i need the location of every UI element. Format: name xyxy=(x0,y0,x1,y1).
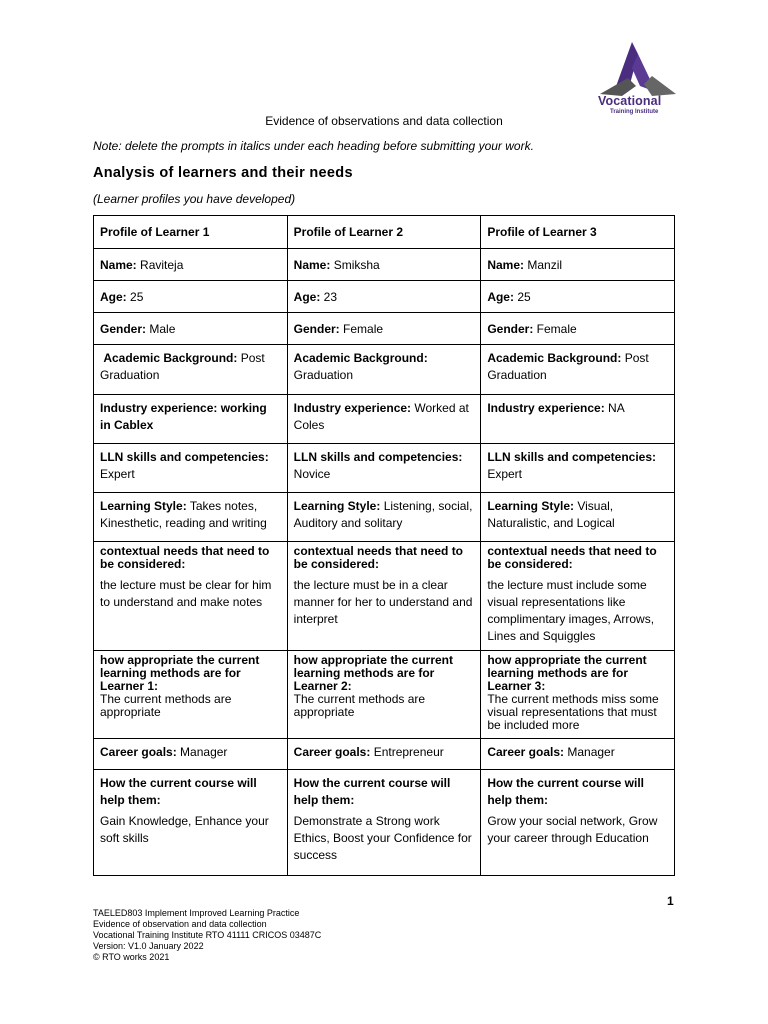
learner-profiles-table xyxy=(93,215,675,876)
table-cell xyxy=(287,739,481,770)
table-cell xyxy=(94,395,288,444)
field-value: Entrepreneur xyxy=(373,745,444,759)
field-label: contextual needs that need to be considered: xyxy=(100,544,270,571)
table-cell xyxy=(287,542,481,651)
field-label: contextual needs that need to be considered: xyxy=(487,544,657,571)
field-label: Learning Style: xyxy=(487,499,574,513)
field-label: LLN skills and competencies: xyxy=(100,450,269,464)
table-cell xyxy=(287,313,481,345)
table-cell xyxy=(287,345,481,395)
field-label: Academic Background: xyxy=(293,351,428,365)
field-value: The current methods are appropriate xyxy=(293,692,426,719)
table-cell xyxy=(94,651,288,739)
field-label: How the current course will help them: xyxy=(487,776,645,807)
footer-line: Evidence of observation and data collection xyxy=(93,919,267,929)
field-value: the lecture must include some visual representations like complimentary images, Arrows, Lines and Squiggles xyxy=(487,578,655,643)
field-value: Manager xyxy=(567,745,615,759)
table-cell xyxy=(481,493,675,542)
page-number: 1 xyxy=(667,894,674,908)
field-label: Age: xyxy=(100,290,127,304)
field-value: Manzil xyxy=(527,258,563,272)
field-value: Demonstrate a Strong work Ethics, Boost your Confidence for success xyxy=(293,814,472,862)
field-label: Gender: xyxy=(293,322,340,336)
table-cell xyxy=(94,345,288,395)
logo-subtitle: Training Institute xyxy=(610,109,659,115)
table-cell xyxy=(481,249,675,281)
field-label: how appropriate the current learning methods are for Learner 3: xyxy=(487,653,647,693)
field-label: how appropriate the current learning methods are for Learner 2: xyxy=(293,653,454,693)
field-label: contextual needs that need to be considered: xyxy=(293,544,464,571)
table-cell xyxy=(481,444,675,493)
field-label: Industry experience: working in Cablex xyxy=(100,401,267,432)
field-value: NA xyxy=(608,401,625,415)
field-label: Name: xyxy=(487,258,524,272)
table-cell xyxy=(481,345,675,395)
table-row xyxy=(94,281,675,313)
field-value: The current methods miss some visual representations that must be included more xyxy=(487,692,659,732)
field-label: Academic Background: xyxy=(487,351,622,365)
field-value: Novice xyxy=(293,467,331,481)
table-cell xyxy=(287,395,481,444)
table-row xyxy=(94,249,675,281)
table-cell xyxy=(481,651,675,739)
footer-line: Version: V1.0 January 2022 xyxy=(93,941,204,951)
footer xyxy=(93,908,321,963)
field-value: Female xyxy=(536,322,577,336)
table-cell xyxy=(481,395,675,444)
table-row xyxy=(94,395,675,444)
table-cell xyxy=(94,739,288,770)
field-label: Learning Style: xyxy=(293,499,381,513)
field-value: Graduation xyxy=(293,368,354,382)
field-label: How the current course will help them: xyxy=(293,776,451,807)
field-value: Takes notes, Kinesthetic, reading and writing xyxy=(100,499,267,530)
footer-line: Vocational Training Institute RTO 41111 CRICOS 03487C xyxy=(93,930,322,940)
table-row xyxy=(94,542,675,651)
document-title: Evidence of observations and data collection xyxy=(265,114,503,128)
field-value: Post Graduation xyxy=(100,351,265,382)
field-value: Worked at Coles xyxy=(293,401,469,432)
section-subnote: (Learner profiles you have developed) xyxy=(93,192,296,206)
table-cell: Profile of Learner 2 xyxy=(287,216,481,249)
field-value: the lecture must be clear for him to understand and make notes xyxy=(100,578,272,609)
field-value: The current methods are appropriate xyxy=(100,692,232,719)
table-row xyxy=(94,493,675,542)
table-cell xyxy=(94,770,288,876)
field-value: Expert xyxy=(100,467,135,481)
field-value: Expert xyxy=(487,467,522,481)
table-row xyxy=(94,739,675,770)
field-label: How the current course will help them: xyxy=(100,776,257,807)
field-value: 23 xyxy=(323,290,338,304)
table-row xyxy=(94,770,675,876)
table-cell xyxy=(287,770,481,876)
table-cell xyxy=(481,542,675,651)
field-value: Gain Knowledge, Enhance your soft skills xyxy=(100,814,269,845)
table-cell: Profile of Learner 3 xyxy=(481,216,675,249)
field-label: Career goals: xyxy=(487,745,565,759)
table-cell xyxy=(287,493,481,542)
table-row xyxy=(94,444,675,493)
table-cell xyxy=(94,444,288,493)
table-cell xyxy=(94,493,288,542)
vocational-logo xyxy=(592,40,684,120)
table-cell: Profile of Learner 1 xyxy=(94,216,288,249)
field-label: Learning Style: xyxy=(100,499,187,513)
field-value: Female xyxy=(343,322,384,336)
table-cell xyxy=(287,444,481,493)
section-heading: Analysis of learners and their needs xyxy=(93,165,353,181)
footer-line: TAELED803 Implement Improved Learning Practice xyxy=(93,908,300,918)
field-label: Industry experience: xyxy=(293,401,412,415)
table-cell xyxy=(94,542,288,651)
field-label: how appropriate the current learning methods are for Learner 1: xyxy=(100,653,260,693)
field-value: 25 xyxy=(517,290,531,304)
field-label: LLN skills and competencies: xyxy=(487,450,657,464)
logo-mark-icon xyxy=(592,40,684,96)
field-value: Smiksha xyxy=(333,258,380,272)
table-row xyxy=(94,651,675,739)
field-label: Gender: xyxy=(487,322,534,336)
field-value: Visual, Naturalistic, and Logical xyxy=(487,499,615,530)
table-cell xyxy=(287,281,481,313)
field-label: Age: xyxy=(293,290,321,304)
field-value: Post Graduation xyxy=(487,351,649,382)
table-cell xyxy=(481,313,675,345)
footer-line: © RTO works 2021 xyxy=(93,952,170,962)
table-cell xyxy=(94,249,288,281)
field-value: Listening, social, Auditory and solitary xyxy=(293,499,473,530)
field-label: Gender: xyxy=(100,322,147,336)
field-label: Age: xyxy=(487,290,514,304)
field-value: the lecture must be in a clear manner for her to understand and interpret xyxy=(293,578,473,626)
table-row xyxy=(94,313,675,345)
logo-name: Vocational xyxy=(598,94,662,108)
field-value: Raviteja xyxy=(140,258,184,272)
instruction-note: Note: delete the prompts in italics under each heading before submitting your work. xyxy=(93,139,534,153)
table-cell xyxy=(94,281,288,313)
table-cell xyxy=(94,313,288,345)
table-cell xyxy=(287,249,481,281)
field-label: LLN skills and competencies: xyxy=(293,450,463,464)
field-label: Career goals: xyxy=(293,745,371,759)
table-cell xyxy=(481,770,675,876)
field-label: Academic Background: xyxy=(103,351,238,365)
table-row xyxy=(94,216,675,249)
field-value: Male xyxy=(149,322,176,336)
table-row xyxy=(94,345,675,395)
table-cell xyxy=(287,651,481,739)
field-value: 25 xyxy=(130,290,144,304)
table-cell xyxy=(481,739,675,770)
field-label: Name: xyxy=(293,258,331,272)
field-value: Grow your social network, Grow your career through Education xyxy=(487,814,658,845)
field-value: Manager xyxy=(180,745,228,759)
field-label: Name: xyxy=(100,258,137,272)
field-label: Industry experience: xyxy=(487,401,605,415)
table-cell xyxy=(481,281,675,313)
field-label: Career goals: xyxy=(100,745,177,759)
